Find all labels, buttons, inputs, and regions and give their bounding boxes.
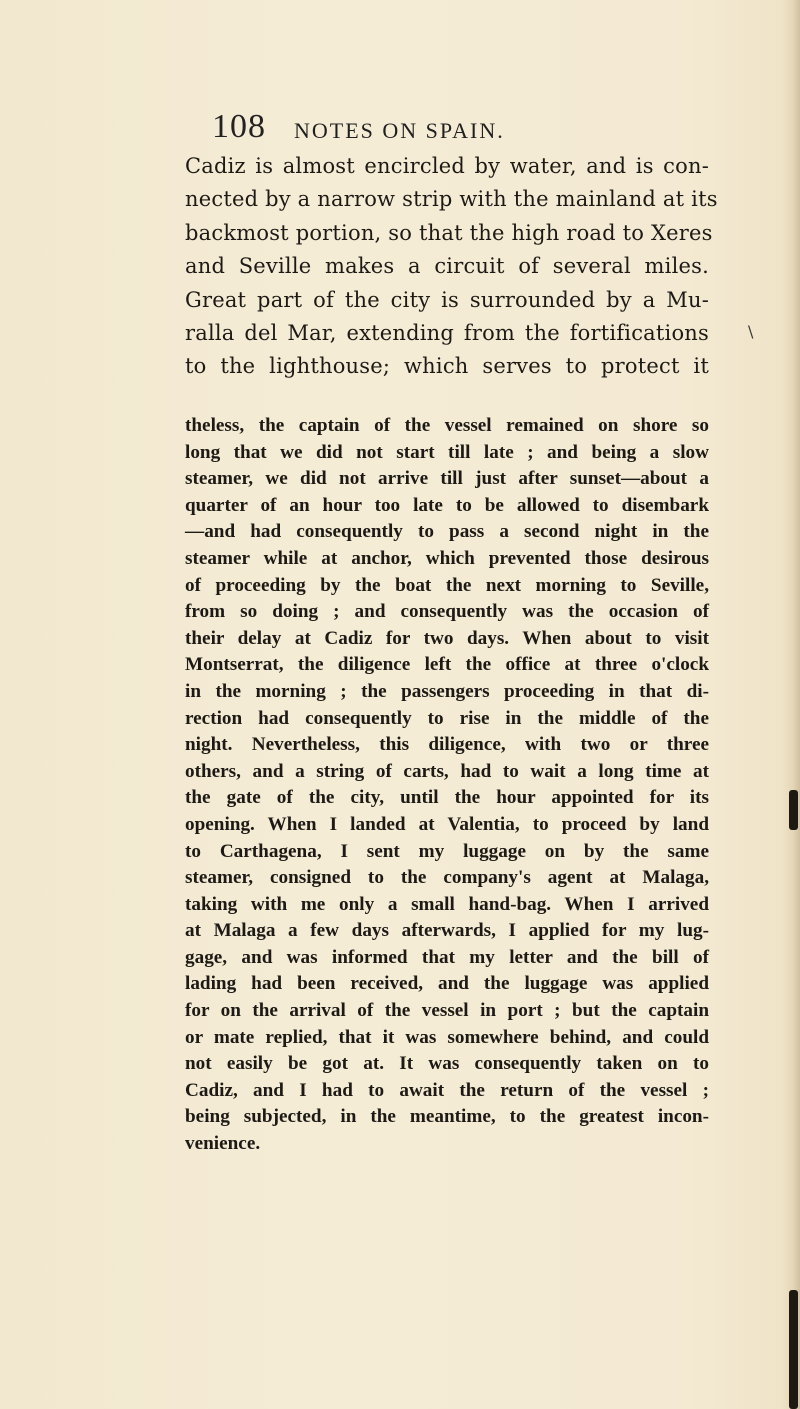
text-line: for on the arrival of the vessel in port ; but the captain [185, 1000, 709, 1022]
text-line: taking with me only a small hand-bag. When I arrived [185, 893, 709, 915]
text-line: of proceeding by the boat the next morning to Seville, [185, 574, 709, 596]
running-title: NOTES ON SPAIN. [294, 118, 505, 143]
text-line: lading had been received, and the luggage was applied [185, 973, 709, 995]
text-line: or mate replied, that it was somewhere behind, and could [185, 1026, 709, 1048]
text-line: ralla del Mar, extending from the fortifications [185, 321, 709, 346]
text-line: steamer, we did not arrive till just after sunset—about a [185, 468, 709, 490]
large-type-paragraph [185, 150, 718, 384]
text-line: —and had consequently to pass a second night in the [185, 521, 709, 543]
text-line: steamer while at anchor, which prevented those desirous [185, 547, 709, 569]
text-line: long that we did not start till late ; and being a slow [185, 441, 709, 463]
text-line: Montserrat, the diligence left the office at three o'clock [185, 654, 709, 676]
text-line: their delay at Cadiz for two days. When about to visit [185, 627, 709, 649]
text-line: gage, and was informed that my letter and the bill of [185, 946, 709, 968]
text-line: night. Nevertheless, this diligence, with two or three [185, 734, 709, 756]
text-line: nected by a narrow strip with the mainland at its [185, 187, 718, 212]
text-line: to Carthagena, I sent my luggage on by the same [185, 840, 709, 862]
text-line: and Seville makes a circuit of several miles. [185, 254, 709, 279]
text-line: rection had consequently to rise in the middle of the [185, 707, 709, 729]
text-line: venience. [185, 1133, 261, 1155]
text-line: quarter of an hour too late to be allowed to disembark [185, 494, 709, 516]
margin-mark: \ [748, 322, 754, 341]
text-line: Cadiz, and I had to await the return of the vessel ; [185, 1079, 709, 1101]
text-line: others, and a string of carts, had to wait a long time at [185, 760, 709, 782]
text-line: Great part of the city is surrounded by a Mu- [185, 287, 709, 312]
page-edge-shadow [782, 0, 800, 1409]
text-line: not easily be got at. It was consequently taken on to [185, 1053, 709, 1075]
text-line: the gate of the city, until the hour appointed for its [185, 787, 709, 809]
page-number: 108 [212, 108, 266, 145]
text-line: backmost portion, so that the high road to Xeres [185, 220, 713, 245]
running-head [0, 108, 800, 148]
text-line: in the morning ; the passengers proceeding in that di- [185, 680, 709, 702]
text-line: Cadiz is almost encircled by water, and is con- [185, 154, 709, 178]
text-line: being subjected, in the meantime, to the greatest incon- [185, 1106, 709, 1128]
text-line: at Malaga a few days afterwards, I applied for my lug- [185, 920, 709, 942]
text-line: from so doing ; and consequently was the occasion of [185, 601, 709, 623]
small-type-paragraph [185, 413, 709, 1158]
edge-ink-mark [789, 1290, 798, 1409]
text-line: theless, the captain of the vessel remained on shore so [185, 415, 709, 436]
text-line: opening. When I landed at Valentia, to proceed by land [185, 813, 709, 835]
edge-ink-mark [789, 790, 798, 830]
text-line: to the lighthouse; which serves to protect it [185, 354, 709, 379]
text-line: steamer, consigned to the company's agent at Malaga, [185, 867, 709, 889]
